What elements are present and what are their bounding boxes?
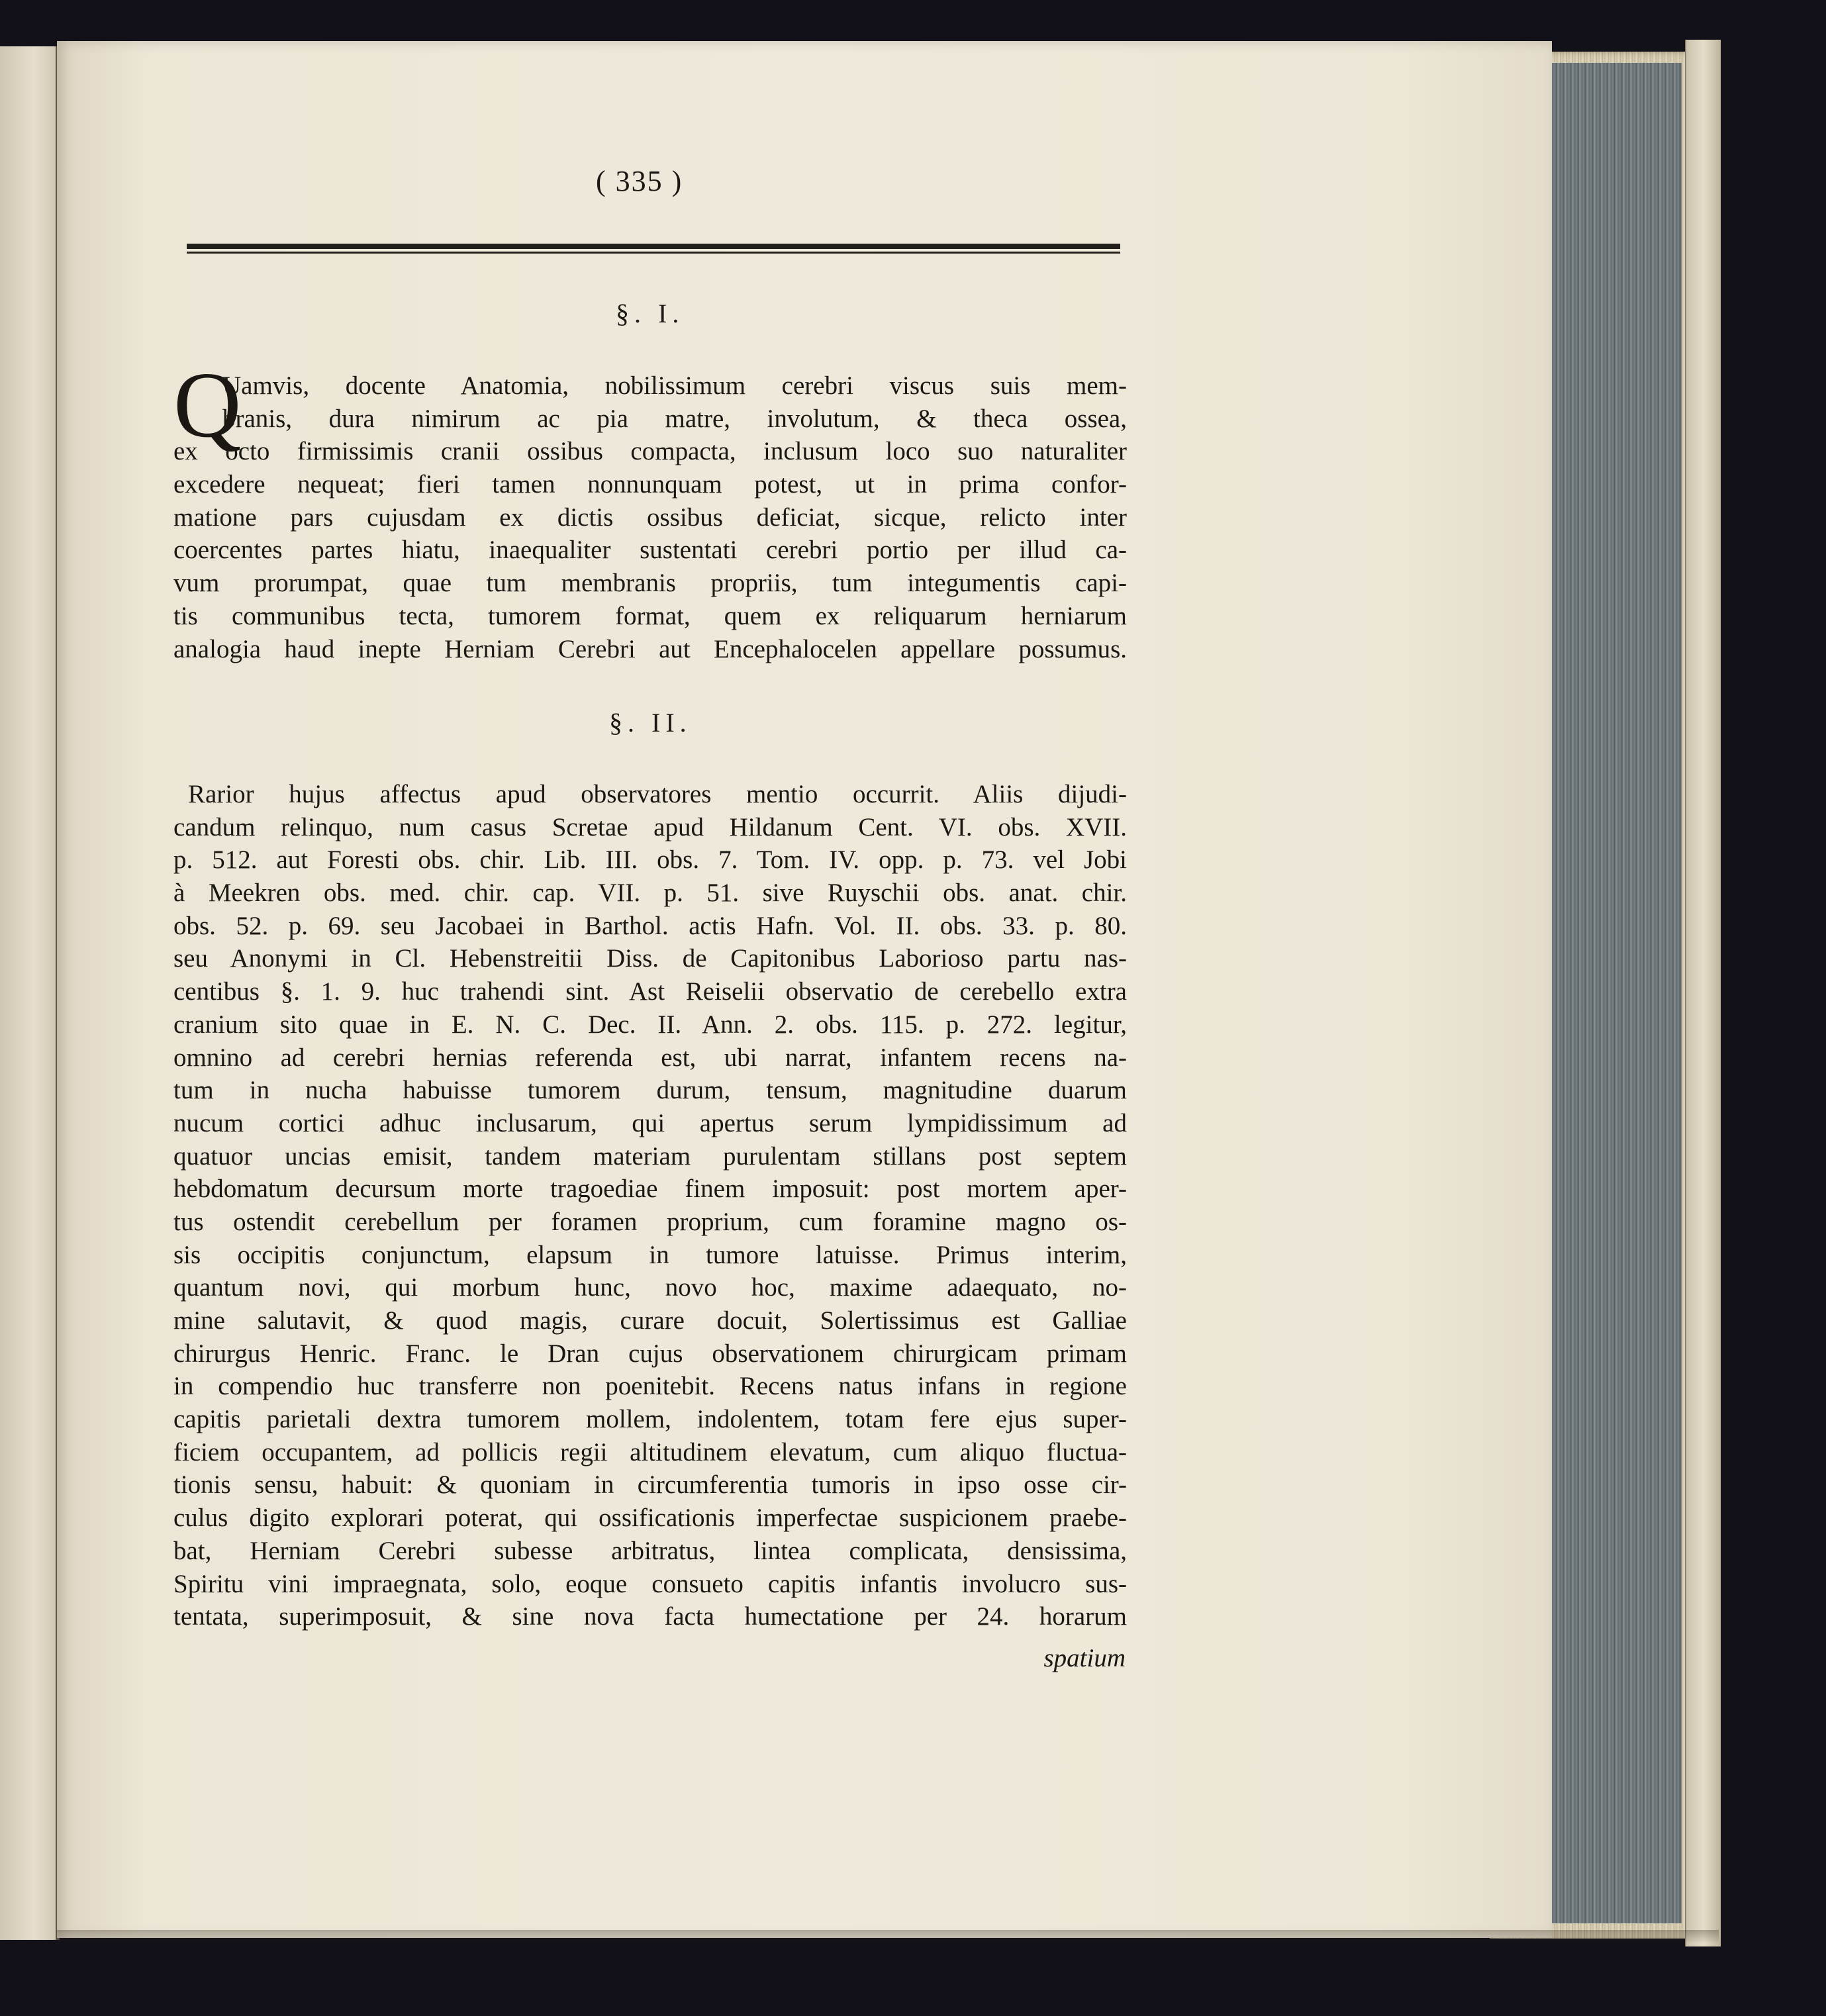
text-line: p. 512. aut Foresti obs. chir. Lib. III. obs. 7. Tom. IV. opp. p. 73. vel Jobi <box>173 845 1127 875</box>
text-line: tentata, superimposuit, & sine nova facta humectatione per 24. horarum <box>173 1602 1127 1631</box>
text-line: tis communibus tecta, tumorem format, quem ex reliquarum herniarum <box>173 601 1127 630</box>
section-1-paragraph <box>173 369 1127 665</box>
section-heading-1: §. I. <box>616 299 685 328</box>
text-line: obs. 52. p. 69. seu Jacobaei in Barthol. actis Hafn. Vol. II. obs. 33. p. 80. <box>173 911 1127 940</box>
left-page-edge <box>0 46 59 1940</box>
text-line: quatuor uncias emisit, tandem materiam purulentam stillans post septem <box>173 1141 1127 1171</box>
text-line: tus ostendit cerebellum per foramen proprium, cum foramine magno os- <box>173 1207 1127 1236</box>
text-line: mine salutavit, & quod magis, curare docuit, Solertissimus est Galliae <box>173 1306 1127 1335</box>
text-line: omnino ad cerebri hernias referenda est, ubi narrat, infantem recens na- <box>173 1043 1127 1072</box>
text-line: ficiem occupantem, ad pollicis regii altitudinem elevatum, cum aliquo fluctua- <box>173 1437 1127 1466</box>
header-rule-thin <box>187 252 1120 254</box>
header-rule-thick <box>187 244 1120 249</box>
text-line: Uamvis, docente Anatomia, nobilissimum cerebri viscus suis mem- <box>222 371 1127 400</box>
section-heading-2: §. II. <box>609 708 692 738</box>
section-2-paragraph <box>173 778 1127 1633</box>
text-line: in compendio huc transferre non poenitebit. Recens natus infans in regione <box>173 1372 1127 1401</box>
text-line: sis occipitis conjunctum, elapsum in tumore latuisse. Primus interim, <box>173 1240 1127 1269</box>
text-line: à Meekren obs. med. chir. cap. VII. p. 51. sive Ruyschii obs. anat. chir. <box>173 879 1127 908</box>
text-line: centibus §. 1. 9. huc trahendi sint. Ast Reiselii observatio de cerebello extra <box>173 977 1127 1006</box>
text-line: matione pars cujusdam ex dictis ossibus deficiat, sicque, relicto inter <box>173 503 1127 532</box>
text-line: analogia haud inepte Herniam Cerebri aut Encephalocelen appellare possumus. <box>173 634 1127 663</box>
text-line: Rarior hujus affectus apud observatores mentio occurrit. Aliis dijudi- <box>188 780 1127 808</box>
drop-cap: Q <box>173 352 242 457</box>
text-line: excedere nequeat; fieri tamen nonnunquam potest, ut in prima confor- <box>173 470 1127 499</box>
text-line: tionis sensu, habuit: & quoniam in circumferentia tumoris in ipso osse cir- <box>173 1470 1127 1500</box>
catchword: spatium <box>1043 1644 1126 1672</box>
text-line: cranium sito quae in E. N. C. Dec. II. Ann. 2. obs. 115. p. 272. legitur, <box>173 1010 1127 1039</box>
text-line: quantum novi, qui morbum hunc, novo hoc, maxime adaequato, no- <box>173 1273 1127 1302</box>
text-line: ex octo firmissimis cranii ossibus compacta, inclusum loco suo naturaliter <box>173 437 1127 466</box>
text-line: branis, dura nimirum ac pia matre, involutum, & theca ossea, <box>222 404 1127 433</box>
text-line: chirurgus Henric. Franc. le Dran cujus observationem chirurgicam primam <box>173 1339 1127 1368</box>
text-line: seu Anonymi in Cl. Hebenstreitii Diss. de Capitonibus Laborioso partu nas- <box>173 944 1127 973</box>
text-line: candum relinquo, num casus Scretae apud Hildanum Cent. VI. obs. XVII. <box>173 812 1127 841</box>
page-number: ( 335 ) <box>596 165 683 197</box>
book-cover-board <box>1685 40 1721 1946</box>
page-bottom-shadow <box>57 1930 1719 1943</box>
text-line: coercentes partes hiatu, inaequaliter sustentati cerebri portio per illud ca- <box>173 536 1127 565</box>
text-line: bat, Herniam Cerebri subesse arbitratus, lintea complicata, densissima, <box>173 1536 1127 1565</box>
text-line: tum in nucha habuisse tumorem durum, tensum, magnitudine duarum <box>173 1076 1127 1105</box>
text-line: vum prorumpat, quae tum membranis propriis, tum integumentis capi- <box>173 569 1127 598</box>
text-line: Spiritu vini impraegnata, solo, eoque consueto capitis infantis involucro sus- <box>173 1569 1127 1598</box>
text-line: culus digito explorari poterat, qui ossificationis imperfectae suspicionem praebe- <box>173 1504 1127 1533</box>
text-line: capitis parietali dextra tumorem mollem, indolentem, totam fere ejus super- <box>173 1405 1127 1434</box>
text-line: hebdomatum decursum morte tragoediae finem imposuit: post mortem aper- <box>173 1175 1127 1204</box>
text-line: nucum cortici adhuc inclusarum, qui apertus serum lympidissimum ad <box>173 1108 1127 1137</box>
